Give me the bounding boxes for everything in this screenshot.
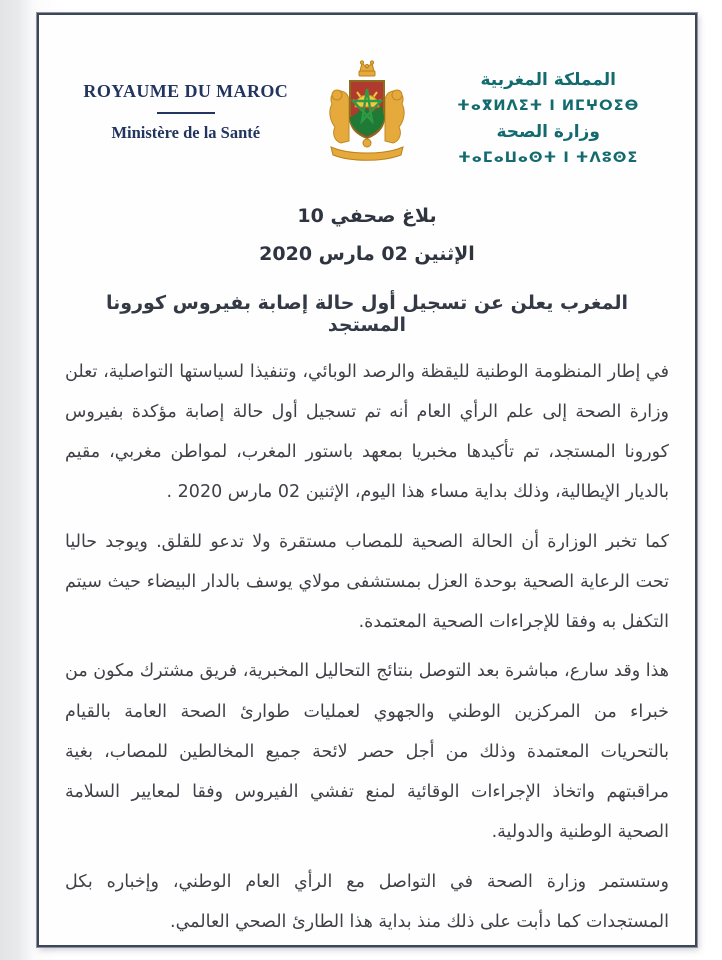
- letterhead-divider: [157, 112, 215, 114]
- letterhead: [65, 59, 669, 171]
- kingdom-name-arabic: المملكة المغربية: [480, 70, 616, 90]
- release-body: [65, 352, 669, 943]
- country-name-french: ROYAUME DU MAROC: [83, 81, 289, 101]
- ministry-name-arabic: وزارة الصحة: [496, 121, 600, 142]
- paragraph-3: هذا وقد سارع، مباشرة بعد التوصل بنتائج التحاليل المخبرية، فريق مشترك مكون من خبراء من المركزين الوطني والجهوي لعمليات طوارئ الصحة العامة بالقيام بالتحريات المعتمدة وذلك من أجل حصر لائحة جميع المخالطين للمصاب، بغية مراقبتهم واتخاذ الإجراءات الوقائية لمنع تفشي الفيروس وفقا لمعايير السلامة الصحية الوطنية والدولية.: [65, 661, 669, 843]
- release-date: الإثنين 02 مارس 2020: [259, 242, 475, 265]
- paragraph-2: كما تخبر الوزارة أن الحالة الصحية للمصاب مستقرة ولا تدعو للقلق. ويوجد حاليا تحت الرعاية الصحية بوحدة العزل بمستشفى مولاي يوسف بالدار البيضاء حيث سيتم التكفل به وفقا للإجراءات الصحية المعتمدة.: [65, 531, 669, 633]
- ministry-name-french: Ministère de la Santé: [111, 123, 261, 142]
- release-headline: المغرب يعلن عن تسجيل أول حالة إصابة بفيروس كورونا المستجد: [106, 291, 628, 336]
- letterhead-french: [65, 59, 307, 143]
- emblem-container: [307, 59, 428, 165]
- release-title-block: [65, 205, 669, 265]
- letterhead-arabic: [427, 59, 669, 171]
- morocco-coat-of-arms-icon: [319, 59, 415, 165]
- paragraph-1: في إطار المنظومة الوطنية لليقظة والرصد الوبائي، وتنفيذا لسياستها التواصلية، تعلن وزارة الصحة إلى علم الرأي العام أنه تم تسجيل أول حالة إصابة مؤكدة بفيروس كورونا المستجد، تم تأكيدها مخبريا بمعهد باستور المغرب، لمواطن مغربي، مقيم بالديار الإيطالية، وذلك بداية مساء هذا اليوم، الإثنين 02 مارس 2020 .: [65, 361, 669, 503]
- press-release-page: [37, 13, 697, 947]
- kingdom-name-tifinagh: ⵜⴰⴳⵍⴷⵉⵜ ⵏ ⵍⵎⵖⵔⵉⴱ: [457, 98, 640, 115]
- ministry-name-tifinagh: ⵜⴰⵎⴰⵡⴰⵙⵜ ⵏ ⵜⴷⵓⵙⵉ: [458, 150, 639, 167]
- paragraph-4: وستستمر وزارة الصحة في التواصل مع الرأي العام الوطني، وإخباره بكل المستجدات كما دأبت على ذلك منذ بداية هذا الطارئ الصحي العالمي.: [65, 871, 669, 932]
- release-title: بلاغ صحفي 10: [297, 204, 437, 227]
